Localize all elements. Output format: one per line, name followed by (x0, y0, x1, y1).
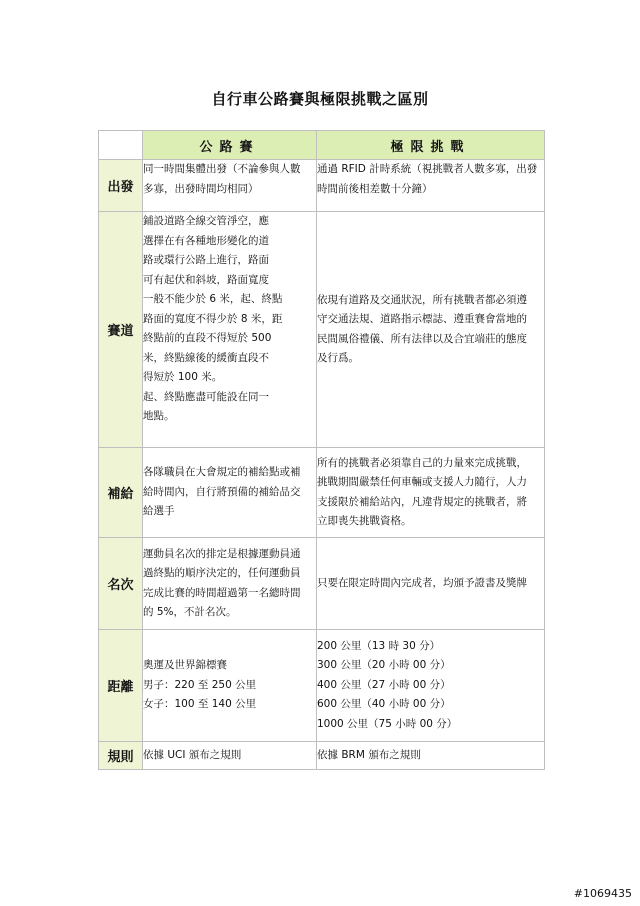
cell-line: 1000 公里（75 小時 00 分） (317, 717, 458, 730)
extreme-ranking-cell (317, 538, 545, 630)
cell-line: 一般不能少於 6 米，起、終點 (143, 293, 283, 305)
cell-line: 民間風俗禮儀、所有法律以及合宜端莊的態度 (317, 332, 527, 345)
column-header-road-race: 公路賽 (143, 131, 317, 160)
row-label-supply: 補給 (99, 448, 143, 538)
table-row-distance (99, 630, 545, 742)
cell-line: 支援限於補給站內，凡違背規定的挑戰者，將 (317, 495, 527, 508)
column-header-extreme-challenge: 極限挑戰 (317, 131, 545, 160)
cell-line: 女子：100 至 140 公里 (143, 698, 257, 711)
comparison-table (98, 130, 545, 770)
cell-line: 依據 UCI 頒布之規則 (143, 748, 242, 761)
table-row-rules (99, 742, 545, 770)
row-label-course: 賽道 (99, 212, 143, 448)
cell-line: 奧運及世界錦標賽 (143, 659, 227, 672)
cell-line: 路面的寬度不得少於 8 米，距 (143, 312, 283, 325)
cell-line: 給選手 (143, 505, 175, 518)
road-race-ranking-cell (143, 538, 317, 630)
cell-line: 多寡，出發時間均相同） (143, 182, 259, 195)
cell-line: 給時間內，自行將預備的補給品交 (143, 485, 301, 498)
cell-line: 通過 RFID 計時系統（視挑戰者人數多寡，出發 (317, 163, 538, 175)
cell-line: 地點。 (143, 410, 175, 422)
cell-line: 只要在限定時間內完成者，均頒予證書及獎牌 (317, 576, 527, 589)
extreme-supply-cell (317, 448, 545, 538)
cell-line: 完成比賽的時間超過第一名總時間 (143, 586, 301, 599)
cell-line: 及行爲。 (317, 352, 359, 364)
cell-line: 得短於 100 米。 (143, 371, 223, 383)
row-label-start: 出發 (99, 160, 143, 212)
cell-line: 運動員名次的排定是根據運動員通 (143, 547, 301, 560)
extreme-distance-cell (317, 630, 545, 742)
table-row-supply (99, 448, 545, 538)
cell-line: 300 公里（20 小時 00 分） (317, 659, 451, 672)
row-label-ranking: 名次 (99, 538, 143, 630)
cell-line: 終點前的直段不得短於 500 (143, 332, 272, 344)
cell-line: 守交通法規、道路指示標誌、遵重賽會當地的 (317, 313, 527, 325)
cell-line: 時間前後相差數十分鐘） (317, 182, 433, 195)
table-row-start (99, 160, 545, 212)
road-race-course-cell (143, 212, 317, 448)
cell-line: 200 公里（13 時 30 分） (317, 639, 441, 652)
cell-line: 依現有道路及交通狀況，所有挑戰者都必須遵 (317, 293, 527, 306)
road-race-distance-cell (143, 630, 317, 742)
cell-line: 同一時間集體出發（不論參與人數 (143, 163, 301, 175)
cell-line: 選擇在有各種地形變化的道 (143, 234, 269, 247)
road-race-start-cell (143, 160, 317, 212)
cell-line: 過終點的順序決定的，任何運動員 (143, 567, 301, 579)
extreme-course-cell (317, 212, 545, 448)
row-label-rules: 規則 (99, 742, 143, 770)
road-race-supply-cell (143, 448, 317, 538)
cell-line: 米，終點線後的緩衝直段不 (143, 351, 269, 364)
cell-line: 400 公里（27 小時 00 分） (317, 678, 451, 691)
cell-line: 路或環行公路上進行，路面 (143, 254, 269, 266)
cell-line: 600 公里（40 小時 00 分） (317, 698, 451, 711)
cell-line: 的 5%，不計名次。 (143, 606, 237, 618)
cell-line: 可有起伏和斜坡，路面寬度 (143, 273, 269, 286)
cell-line: 依據 BRM 頒布之規則 (317, 748, 421, 761)
cell-line: 各隊職員在大會規定的補給點或補 (143, 466, 301, 479)
road-race-rules-cell (143, 742, 317, 770)
extreme-start-cell (317, 160, 545, 212)
table-row-ranking (99, 538, 545, 630)
cell-line: 立即喪失挑戰資格。 (317, 515, 412, 527)
cell-line: 鋪設道路全線交管淨空，應 (143, 215, 269, 227)
header-row (99, 131, 545, 160)
table-row-course (99, 212, 545, 448)
cell-line: 挑戰期間嚴禁任何車輛或支援人力隨行，人力 (317, 476, 527, 488)
page-title: 自行車公路賽與極限挑戰之區別 (211, 90, 429, 108)
corner-cell (99, 131, 143, 160)
cell-line: 所有的挑戰者必須靠自己的力量來完成挑戰， (317, 456, 527, 469)
document-code: #1069435 (573, 887, 632, 900)
cell-line: 起、終點應盡可能設在同一 (143, 390, 269, 403)
extreme-rules-cell (317, 742, 545, 770)
row-label-distance: 距離 (99, 630, 143, 742)
cell-line: 男子：220 至 250 公里 (143, 678, 257, 691)
